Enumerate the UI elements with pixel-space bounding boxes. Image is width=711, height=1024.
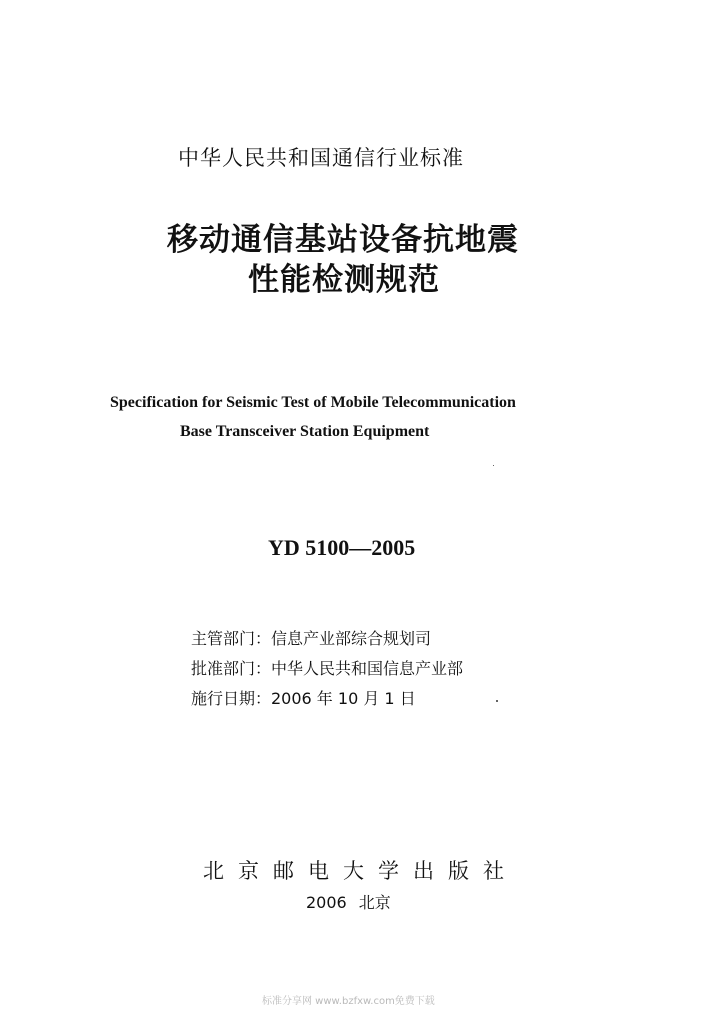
publisher: 北京邮电大学出版社 <box>203 859 518 883</box>
title-cn-line-1: 移动通信基站设备抗地震 <box>167 222 519 258</box>
scan-speck <box>493 465 494 466</box>
standard-category: 中华人民共和国通信行业标准 <box>178 146 464 170</box>
publication-year: 2006 <box>306 893 347 912</box>
watermark: 标准分享网 www.bzfxw.com免费下载 <box>262 996 435 1007</box>
publication-city: 北京 <box>358 893 391 912</box>
title-en-line-2: Base Transceiver Station Equipment <box>180 423 430 440</box>
effective-date: 施行日期：2006 年 10 月 1 日 <box>191 689 416 708</box>
title-en-line-1: Specification for Seismic Test of Mobile Telecommunication <box>110 394 516 411</box>
standard-number: YD 5100—2005 <box>268 535 416 560</box>
title-cn-line-2: 性能检测规范 <box>248 262 440 298</box>
competent-department: 主管部门：信息产业部综合规划司 <box>191 629 432 648</box>
scan-speck <box>496 700 498 702</box>
publication-info <box>306 890 391 913</box>
approval-department: 批准部门：中华人民共和国信息产业部 <box>191 659 464 678</box>
